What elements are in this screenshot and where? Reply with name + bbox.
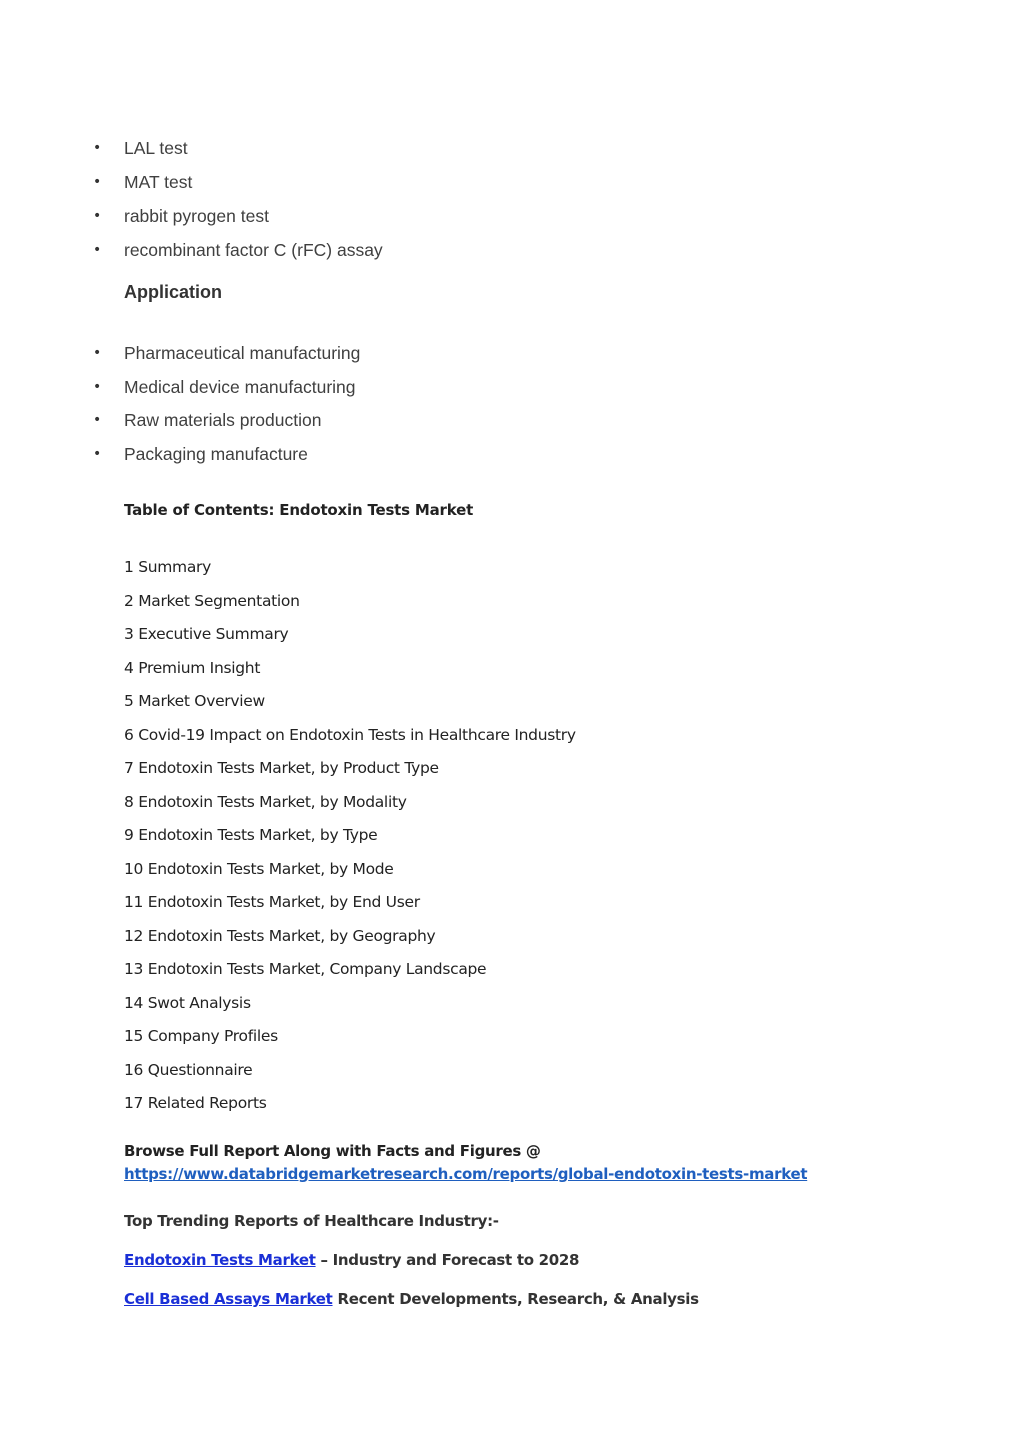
toc-item: 2 Market Segmentation — [124, 592, 300, 610]
toc-item: 8 Endotoxin Tests Market, by Modality — [124, 793, 407, 811]
toc-item: 10 Endotoxin Tests Market, by Mode — [124, 860, 394, 878]
application-label: Packaging manufacture — [124, 444, 308, 464]
browse-link-line — [124, 1164, 807, 1184]
endotoxin-tests-market-link[interactable]: Endotoxin Tests Market — [124, 1251, 316, 1269]
browse-label: Browse Full Report Along with Facts and Figures @ — [124, 1142, 541, 1160]
application-label: Raw materials production — [124, 410, 322, 430]
bullet-icon: • — [93, 446, 102, 462]
toc-item: 3 Executive Summary — [124, 625, 289, 643]
toc-item: 11 Endotoxin Tests Market, by End User — [124, 893, 420, 911]
toc-item: 6 Covid-19 Impact on Endotoxin Tests in Healthcare Industry — [124, 726, 576, 744]
toc-item: 7 Endotoxin Tests Market, by Product Type — [124, 759, 439, 777]
test-type-label: LAL test — [124, 138, 188, 158]
trending-report-item — [124, 1289, 699, 1309]
toc-item: 15 Company Profiles — [124, 1027, 278, 1045]
toc-item: 5 Market Overview — [124, 692, 265, 710]
toc-item: 16 Questionnaire — [124, 1061, 253, 1079]
bullet-icon: • — [93, 140, 102, 156]
application-heading: Application — [124, 282, 222, 302]
test-type-label: recombinant factor C (rFC) assay — [124, 240, 383, 260]
toc-item: 4 Premium Insight — [124, 659, 261, 677]
toc-item: 13 Endotoxin Tests Market, Company Landscape — [124, 960, 487, 978]
toc-item: 14 Swot Analysis — [124, 994, 251, 1012]
application-label: Medical device manufacturing — [124, 377, 356, 397]
test-type-label: rabbit pyrogen test — [124, 206, 269, 226]
bullet-icon: • — [93, 379, 102, 395]
bullet-icon: • — [93, 345, 102, 361]
report-url-link[interactable]: https://www.databridgemarketresearch.com/reports/global-endotoxin-tests-market — [124, 1165, 808, 1183]
trending-report-item — [124, 1250, 579, 1270]
bullet-icon: • — [93, 242, 102, 258]
toc-item: 12 Endotoxin Tests Market, by Geography — [124, 927, 436, 945]
bullet-icon: • — [93, 412, 102, 428]
trending-heading: Top Trending Reports of Healthcare Industry:- — [124, 1212, 499, 1230]
test-type-label: MAT test — [124, 172, 193, 192]
toc-item: 9 Endotoxin Tests Market, by Type — [124, 826, 378, 844]
bullet-icon: • — [93, 174, 102, 190]
trending-report-suffix: Recent Developments, Research, & Analysis — [332, 1290, 699, 1308]
toc-item: 17 Related Reports — [124, 1094, 267, 1112]
toc-item: 1 Summary — [124, 558, 211, 576]
toc-title: Table of Contents: Endotoxin Tests Market — [124, 501, 474, 519]
bullet-icon: • — [93, 208, 102, 224]
application-label: Pharmaceutical manufacturing — [124, 343, 361, 363]
cell-based-assays-market-link[interactable]: Cell Based Assays Market — [124, 1290, 333, 1308]
trending-report-suffix: – Industry and Forecast to 2028 — [315, 1251, 580, 1269]
